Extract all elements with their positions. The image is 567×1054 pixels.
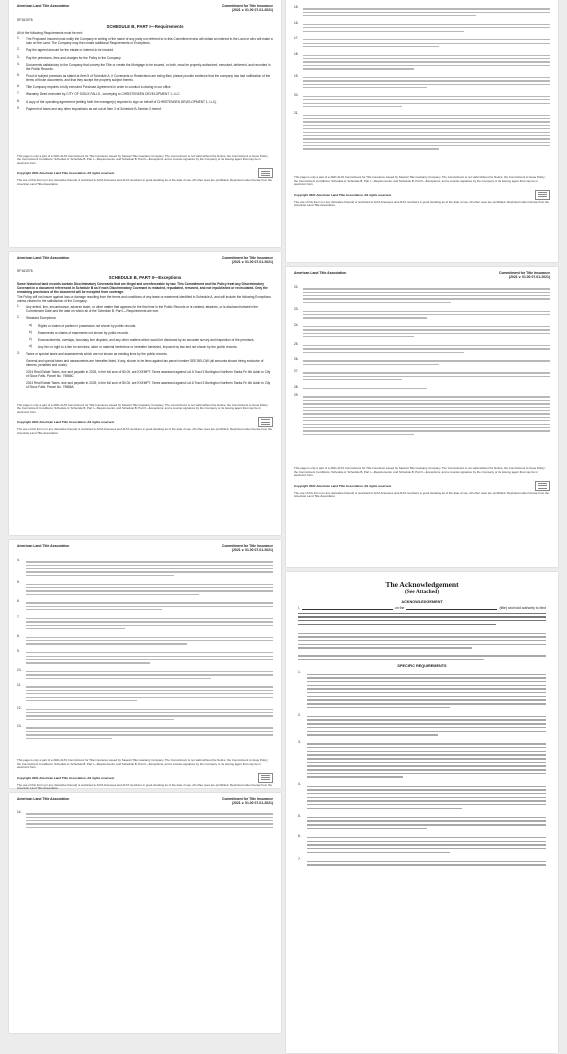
list-item: 6. — [298, 834, 546, 857]
list-item: 26. — [294, 357, 550, 368]
specific-requirements-heading: SPECIFIC REQUIREMENTS — [397, 664, 447, 669]
list-item: c) Encroachments, overlaps, boundary line disputes, and any other matters which would be disclosed by an accurate survey and inspection of the premises. — [29, 336, 255, 342]
file-number: SF161976 — [17, 269, 33, 273]
right-column — [286, 0, 558, 1053]
list-item: 20. — [294, 93, 550, 111]
acknowledgement-intro: I, on the (title) and hold authority to bind — [298, 606, 547, 610]
alta-logo-icon — [258, 417, 273, 427]
list-item: 27. — [294, 369, 550, 383]
tax-block: General and special taxes and assessments are hereafter listed, if any, shown to be liens against tax parcel number SEE BELOW (all amounts shown being exclusive of interest, penalties and costs): 2024 Real Estate Taxes, due and payable in 2025, in the full sum of $0.00, are EXEMPT. Taxes assessed against Lot A Tract 3 Burlington Northern Santa-Fe 4th Addn to City of Sioux Falls. Parcel No. 79886C 2024 Real Estate Taxes, due and payable in 2025, in the full sum of $0.00, are EXEMPT. Taxes assessed against Lot A Tract 3 Burlington Northern Santa-Fe 4th Addn to City of Sioux Falls. Parcel No. 79886A — [17, 359, 273, 389]
alta-logo-icon — [535, 190, 550, 200]
alta-logo-icon — [535, 481, 550, 491]
list-item: 14. — [17, 810, 273, 831]
list-item: 2. Pay the agreed amount for the estate or interest to be insured. — [17, 47, 114, 53]
page-acknowledgement — [286, 572, 558, 1053]
requirements-intro: All of the following Requirements must be met: — [17, 31, 83, 35]
list-item: 29. — [294, 393, 550, 438]
tax-entry: 2024 Real Estate Taxes, due and payable in 2025, in the full sum of $0.00, are EXEMPT. Taxes assessed against Lot A Tract 3 Burlington Northern Santa-Fe 4th Addn to City of Sioux Falls. Parcel No. 79886C — [26, 369, 271, 378]
page-header: American Land Title Association Commitment for Title Insurance (2021 v. 01.00 07-01-2021) — [17, 256, 273, 264]
alta-logo-icon — [258, 773, 273, 783]
list-item: 10. — [17, 668, 273, 682]
list-item: 15. — [294, 5, 550, 19]
left-column — [9, 0, 281, 1033]
page-header: American Land Title Association Commitment for Title Insurance (2021 v. 01.00 07-01-2021) — [17, 544, 273, 552]
title-blank[interactable] — [406, 606, 497, 610]
list-item: 4. — [298, 782, 546, 812]
copyright-row — [17, 168, 273, 178]
list-item: 9. — [17, 649, 273, 667]
list-item: 28. — [294, 385, 550, 392]
page-exceptions-cont-2 — [9, 793, 281, 1033]
list-item: 7. — [17, 615, 273, 633]
page-header: American Land Title Association Commitment for Title Insurance (2021 v. 01.00 07-01-2021) — [17, 797, 273, 805]
list-item: 3. Pay the premiums, fees and charges for the Policy to the Company. — [17, 54, 122, 60]
list-item: b) Easements or claims of easements not shown by public records. — [29, 329, 129, 335]
requirements-title: SCHEDULE B, PART I—Requirements — [106, 24, 184, 29]
list-item: a) Rights or claims of parties in possession not shown by public records. — [29, 322, 137, 328]
list-item: 8. A copy of the operating agreement (setting forth the manager(s) required to sign on behalf of CHRISTENSEN DEVELOPMENT 1, LLC). — [17, 98, 218, 104]
list-item: 8. — [17, 634, 273, 648]
standard-exceptions — [17, 323, 273, 351]
footer-note: This page is only a part of a 2021 ALTA Commitment for Title Insurance issued by Stewart Title Guaranty Company. The Commitment is not valid without the Notice; the Commitment to Issue Policy; the Commitment Conditions; Schedule A; Schedule B, Part I—Requirements; and Schedule B, Part II—Exceptions; and a counter-signature by the Company or its issuing agent that may be in electronic form. — [17, 153, 269, 165]
requirements-list — [17, 36, 273, 112]
tax-entry: 2024 Real Estate Taxes, due and payable in 2025, in the full sum of $0.00, are EXEMPT. Taxes assessed against Lot A Tract 3 Burlington Northern Santa-Fe 4th Addn to City of Sioux Falls. Parcel No. 79886A — [26, 380, 271, 389]
name-blank[interactable] — [302, 606, 393, 610]
page-footer: This page is only a part of a 2021 ALTA Commitment for Title Insurance issued by Stewart Title Guaranty Company. The Commitment is not valid without the Notice; the Commitment to Issue Policy; the Commitment Conditions; Schedule A; Schedule B, Part I—Requirements; and Schedule B, Part II—Exceptions; and a counter-signature by the Company or its issuing agent that may be in electronic form. Copyright 2021 American Land Title Association. All rights reserved. The use of this Form (or any derivative thereof) is restricted to ALTA licensees and ALTA members in good standing as of the date of use. All other uses are prohibited. Reprinted under license from the American Land Title Association. — [17, 758, 272, 791]
acknowledgement-subtitle: (See Attached) — [404, 589, 440, 595]
list-item: 2. — [298, 713, 546, 739]
exceptions-title: SCHEDULE B, PART II—Exceptions — [108, 275, 182, 280]
exceptions-intro: The Policy will not insure against loss or damage resulting from the terms and conditions of any lease or easement identified in Schedule A, and will include the following Exceptions unless cleared to the satisfaction of the Company: — [17, 295, 271, 303]
list-item: 7. — [298, 857, 546, 869]
list-item: 4. — [17, 558, 273, 579]
list-item: 13. — [17, 724, 273, 742]
list-item: 3. Taxes or special taxes and assessments which are not shown as existing liens by the public records. — [17, 351, 168, 357]
page-exceptions-cont-3 — [286, 267, 558, 567]
license-note: The use of this Form (or any derivative thereof) is restricted to ALTA licensees and ALTA members in good standing as of the date of use. All other uses are prohibited. Reprinted under license from the American Land Title Association. — [17, 178, 272, 186]
list-item: 9. Payment of taxes and any other impositions as set out at Item 3 of Schedule B-Section II hereof. — [17, 105, 162, 111]
list-item: 17. — [294, 36, 550, 50]
list-item: 22. — [294, 285, 550, 306]
list-item: 24. — [294, 323, 550, 341]
page-footer: This page is only a part of a 2021 ALTA Commitment for Title Insurance issued by Stewart Title Guaranty Company. The Commitment is not valid without the Notice; the Commitment to Issue Policy; the Commitment Conditions; Schedule A; Schedule B, Part I—Requirements; and Schedule B, Part II—Exceptions; and a counter-signature by the Company or its issuing agent that may be in electronic form. Copyright 2021 American Land Title Association. All rights reserved. The use of this Form (or any derivative thereof) is restricted to ALTA licensees and ALTA members in good standing as of the date of use. All other uses are prohibited. Reprinted under license from the American Land Title Association. — [17, 402, 272, 435]
list-item: 4. Documents satisfactory to the Company that convey the Title or create the Mortgage to be insured, or both, must be properly authorized, executed, delivered, and recorded in the Public Records. — [17, 61, 271, 71]
list-item: 19. — [294, 74, 550, 92]
list-item: 5. — [298, 814, 546, 833]
list-item: 1. Any defect, lien, encumbrance, adverse claim, or other matter that appears for the first time in the Public Records or is created, attaches, or is disclosed between the Commitment Date and the date on which all of the Schedule B, Part I—Requirements are met. — [17, 304, 258, 314]
page-exceptions-cont — [9, 540, 281, 791]
list-item: 5. Proof of subject premises as stated at Item 5 of Schedule A. If Covenants or Restrictions are being filed, please provide evidence that the company has had notification of the terms of those documents, and that they accept the property subject thereto. — [17, 72, 271, 82]
page-footer: This page is only a part of a 2021 ALTA Commitment for Title Insurance issued by Stewart Title Guaranty Company. The Commitment is not valid without the Notice; the Commitment to Issue Policy; the Commitment Conditions; Schedule A; Schedule B, Part I—Requirements; and Schedule B, Part II—Exceptions; and a counter-signature by the Company or its issuing agent that may be in electronic form. Copyright 2021 American Land Title Association. All rights reserved. The use of this Form (or any derivative thereof) is restricted to ALTA licensees and ALTA members in good standing as of the date of use. All other uses are prohibited. Reprinted under license from the American Land Title Association. — [294, 175, 549, 208]
page-footer: This page is only a part of a 2021 ALTA Commitment for Title Insurance issued by Stewart Title Guaranty Company. The Commitment is not valid without the Notice; the Commitment to Issue Policy; the Commitment Conditions; Schedule A; Schedule B, Part I—Requirements; and Schedule B, Part II—Exceptions; and a counter-signature by the Company or its issuing agent that may be in electronic form. Copyright 2021 American Land Title Association. All rights reserved. The use of this Form (or any derivative thereof) is restricted to ALTA licensees and ALTA members in good standing as of the date of use. All other uses are prohibited. Reprinted under license from the American Land Title Association. — [294, 466, 549, 499]
copyright: Copyright 2021 American Land Title Association. All rights reserved. — [17, 171, 115, 176]
list-item: 7. Warranty Deed executed by CITY OF SIOUX FALLS , conveying to CHRISTENSEN DEVELOPMENT 1, LLC. — [17, 91, 181, 97]
page-requirements — [9, 0, 281, 247]
page-header: American Land Title Association Commitment for Title Insurance (2021 v. 01.00 07-01-2021) — [294, 271, 550, 279]
list-item: 12. — [17, 706, 273, 724]
page-exceptions — [9, 252, 281, 535]
page-header — [17, 4, 273, 12]
page-easements — [286, 0, 558, 262]
list-item: 5. — [17, 580, 273, 598]
list-item: 11. — [17, 683, 273, 704]
list-item: 6. Title Company requires a fully executed Purchase Agreement in order to conduct a closing in our office. — [17, 84, 172, 90]
file-number: SF161976 — [17, 18, 33, 22]
company-name: American Land Title Association — [17, 4, 70, 8]
list-item: 16. — [294, 21, 550, 35]
list-item: 1. The Proposed Insured must notify the Company in writing of the name of any party not referred to in this Commitment who will obtain an interest in the Land or who will make a loan on the Land. The Company may then make additional Requirements or Exceptions. — [17, 36, 273, 46]
list-item: 3. — [298, 740, 546, 781]
list-item: 23. — [294, 307, 550, 321]
list-item: 21. — [294, 111, 550, 152]
acknowledgement-heading: ACKNOWLEDGEMENT — [401, 600, 443, 604]
list-item: 18. — [294, 52, 550, 73]
page-footer — [17, 155, 273, 187]
list-item: 1. — [298, 670, 546, 711]
list-item: 6. — [17, 599, 273, 613]
discriminatory-notice: Some historical land records contain Discriminatory Covenants that are illegal and unenforceable by law. This Commitment and the Policy treat any Discriminatory Covenant in a document referenced in Schedule B as if each Discriminatory Covenant is redacted, repudiated, removed, and not republished or recirculated. Only the remaining provisions of the document will be excepted from coverage. — [17, 282, 268, 294]
acknowledgement-title: The Acknowledgement — [385, 580, 459, 589]
list-item: d) Any lien or right to a lien for services, labor or material heretofore or hereafter furnished, imposed by law and not shown by the public records. — [29, 344, 238, 350]
alta-logo-icon — [258, 168, 273, 178]
commitment-label: Commitment for Title Insurance (2021 v. 01.00 07-01-2021) — [222, 4, 273, 12]
list-item: 25. — [294, 342, 550, 356]
list-item: 2. Standard Exceptions: — [17, 315, 57, 321]
